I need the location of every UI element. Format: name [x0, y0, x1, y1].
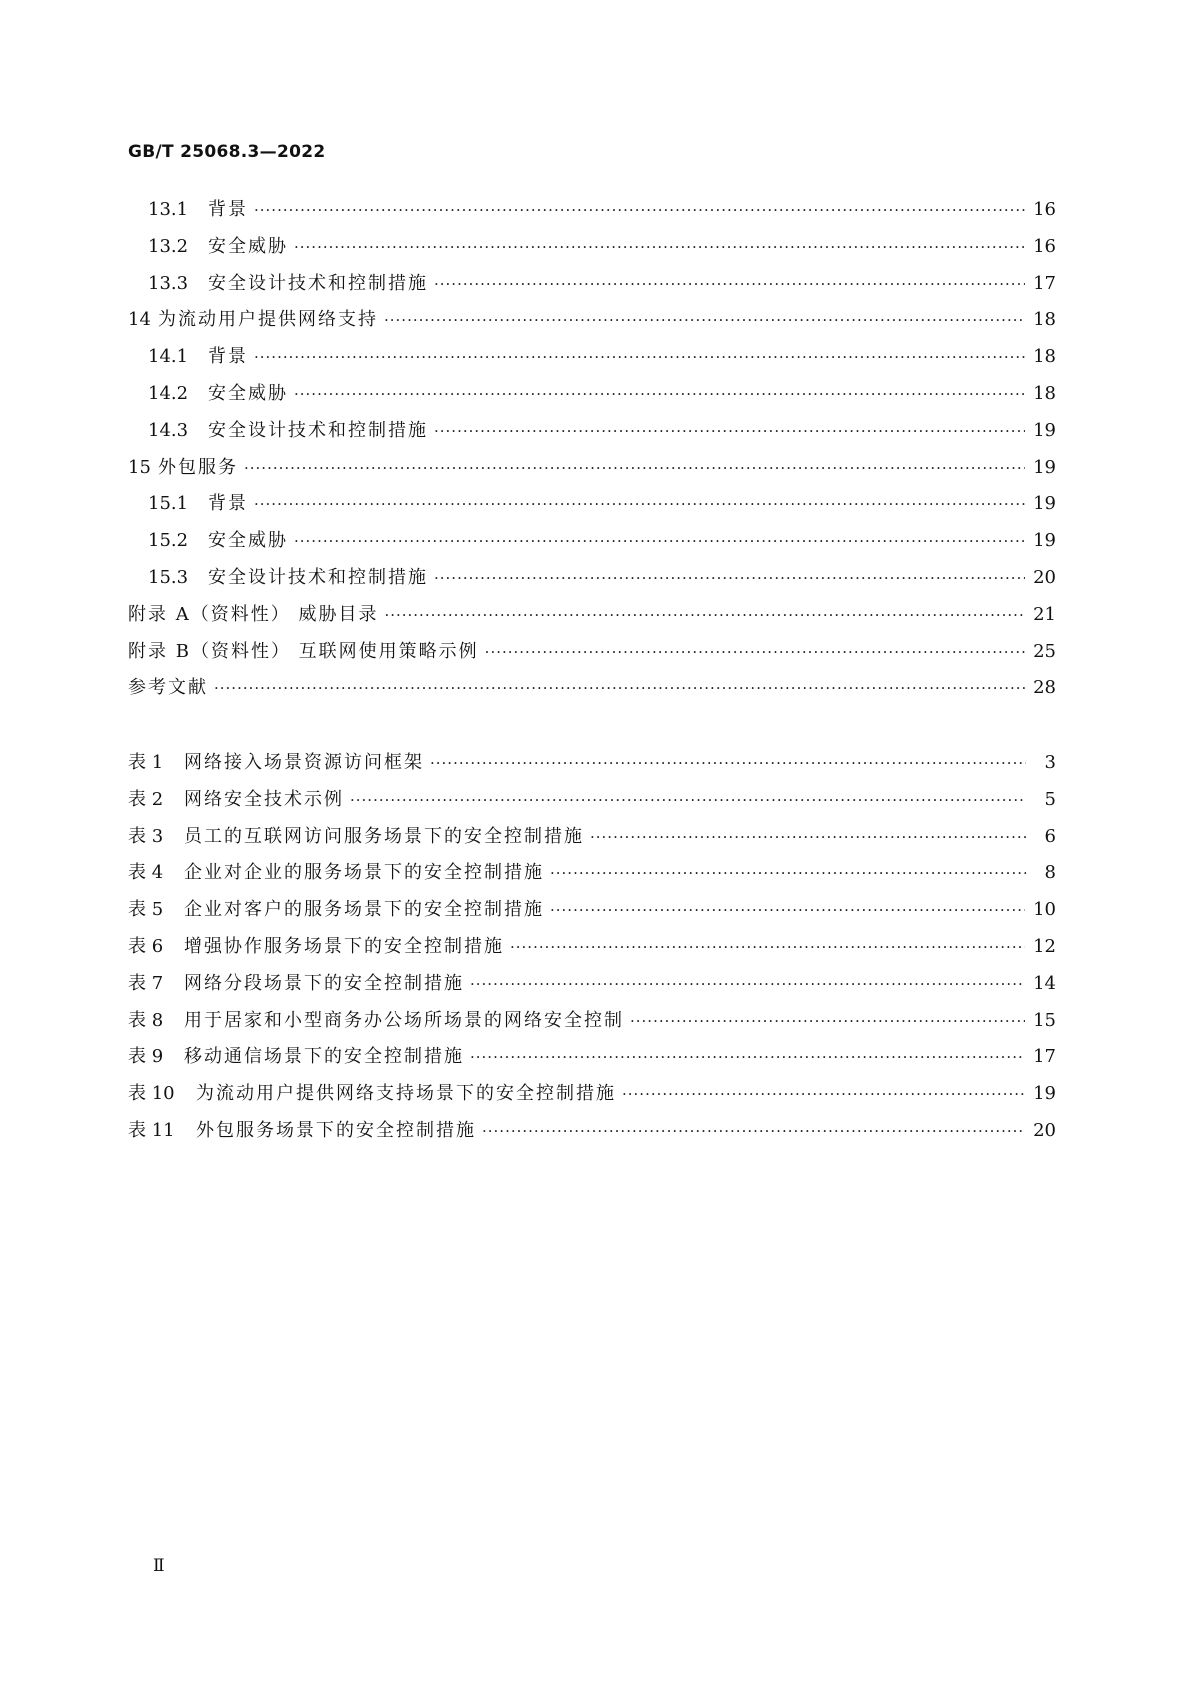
- table-entry-10[interactable]: [128, 1079, 1056, 1116]
- toc-entry-page: 21: [1033, 603, 1056, 625]
- table-entry-title: 增强协作服务场景下的安全控制措施: [184, 935, 504, 957]
- table-entry-page: 15: [1033, 1009, 1056, 1031]
- table-entry-title: 网络分段场景下的安全控制措施: [184, 972, 464, 994]
- toc-entry-number: 14.1: [148, 346, 189, 368]
- toc-entry-page: 16: [1033, 199, 1056, 220]
- toc-entry-14[interactable]: [128, 305, 1056, 342]
- table-entry-number: 表 1: [128, 752, 164, 773]
- table-entry-title: 移动通信场景下的安全控制措施: [184, 1046, 464, 1068]
- toc-entry-page: 16: [1033, 235, 1056, 257]
- toc-entry-title: 背景: [208, 199, 248, 220]
- toc-dot-leader: [470, 975, 1025, 993]
- table-entry-page: 14: [1033, 972, 1056, 994]
- toc-dot-leader: [550, 864, 1026, 882]
- table-entry-number: 表 11: [128, 1119, 175, 1141]
- table-entry-page: 8: [1044, 862, 1056, 884]
- toc-entry-page: 19: [1033, 493, 1056, 515]
- toc-entry-page: 25: [1033, 640, 1056, 662]
- table-entry-title: 用于居家和小型商务办公场所场景的网络安全控制: [184, 1009, 624, 1031]
- table-entry-page: 17: [1033, 1046, 1056, 1068]
- toc-dot-leader: [590, 828, 1026, 846]
- table-entry-number: 表 4: [128, 862, 164, 884]
- table-entry-9[interactable]: [128, 1042, 1056, 1079]
- toc-entry-13-2[interactable]: [128, 232, 1056, 269]
- table-entry-number: 表 8: [128, 1009, 164, 1031]
- table-entry-5[interactable]: [128, 895, 1056, 932]
- toc-entry-15-3[interactable]: [128, 563, 1056, 600]
- table-entry-page: 5: [1044, 788, 1056, 810]
- toc-entry-title: 为流动用户提供网络支持: [158, 309, 378, 331]
- table-entry-2[interactable]: [128, 785, 1056, 822]
- table-entry-1[interactable]: [128, 748, 1056, 785]
- table-entry-8[interactable]: [128, 1006, 1056, 1043]
- toc-entry-number: 15.3: [148, 566, 189, 588]
- toc-dot-leader: [482, 1122, 1025, 1140]
- toc-dot-leader: [430, 754, 1026, 772]
- toc-entry-title: 安全设计技术和控制措施: [208, 419, 428, 441]
- toc-entry-page: 19: [1033, 456, 1056, 478]
- list-of-tables: [128, 748, 1056, 1153]
- toc-entry-page: 18: [1033, 346, 1056, 368]
- toc-dot-leader: [470, 1048, 1025, 1066]
- toc-entry-page: 18: [1033, 382, 1056, 404]
- toc-dot-leader: [254, 348, 1025, 366]
- toc-dot-leader: [434, 422, 1025, 440]
- table-entry-number: 表 10: [128, 1083, 175, 1105]
- toc-entry-title: 安全威胁: [208, 235, 288, 257]
- table-entry-title: 企业对客户的服务场景下的安全控制措施: [184, 899, 544, 921]
- toc-entry-15[interactable]: [128, 453, 1056, 490]
- table-entry-6[interactable]: [128, 932, 1056, 969]
- toc-entry-14-2[interactable]: [128, 379, 1056, 416]
- table-entry-number: 表 9: [128, 1046, 164, 1068]
- table-entry-number: 表 2: [128, 788, 164, 810]
- toc-entry-14-1[interactable]: [128, 342, 1056, 379]
- table-entry-7[interactable]: [128, 969, 1056, 1006]
- toc-entry-number: 15: [128, 456, 151, 478]
- table-of-contents: [128, 195, 1056, 710]
- toc-entry-appendix-a[interactable]: [128, 600, 1056, 637]
- toc-entry-title: 背景: [208, 346, 248, 368]
- toc-entry-page: 28: [1033, 677, 1056, 699]
- toc-entry-number: 13.3: [148, 272, 189, 294]
- toc-entry-page: 17: [1033, 272, 1056, 294]
- table-entry-11[interactable]: [128, 1116, 1056, 1153]
- toc-dot-leader: [254, 201, 1025, 219]
- table-entry-title: 网络安全技术示例: [184, 788, 344, 810]
- toc-entry-title: 安全威胁: [208, 382, 288, 404]
- toc-entry-14-3[interactable]: [128, 416, 1056, 453]
- toc-entry-title: 外包服务: [158, 456, 238, 478]
- table-entry-page: 3: [1044, 752, 1056, 773]
- toc-entry-title: 安全威胁: [208, 530, 288, 552]
- toc-dot-leader: [510, 938, 1025, 956]
- toc-entry-number: 15.1: [148, 493, 189, 515]
- table-entry-title: 企业对企业的服务场景下的安全控制措施: [184, 862, 544, 884]
- toc-dot-leader: [434, 275, 1025, 293]
- toc-dot-leader: [214, 679, 1025, 697]
- toc-dot-leader: [254, 495, 1025, 513]
- table-entry-title: 员工的互联网访问服务场景下的安全控制措施: [184, 825, 584, 847]
- table-entry-3[interactable]: [128, 822, 1056, 859]
- toc-entry-title: 附录 A（资料性） 威胁目录: [128, 603, 379, 625]
- table-entry-page: 6: [1044, 825, 1056, 847]
- table-entry-number: 表 3: [128, 825, 164, 847]
- toc-entry-references[interactable]: [128, 673, 1056, 710]
- toc-entry-page: 19: [1033, 419, 1056, 441]
- toc-entry-title: 附录 B（资料性） 互联网使用策略示例: [128, 640, 479, 662]
- toc-entry-13-1[interactable]: [128, 195, 1056, 232]
- toc-entry-page: 19: [1033, 530, 1056, 552]
- toc-entry-page: 18: [1033, 309, 1056, 331]
- toc-entry-number: 14.2: [148, 382, 189, 404]
- table-entry-page: 19: [1033, 1083, 1056, 1105]
- toc-entry-title: 参考文献: [128, 677, 208, 699]
- table-entry-4[interactable]: [128, 858, 1056, 895]
- toc-dot-leader: [384, 311, 1025, 329]
- toc-entry-15-2[interactable]: [128, 526, 1056, 563]
- toc-entry-number: 15.2: [148, 530, 189, 552]
- toc-dot-leader: [485, 643, 1025, 661]
- table-entry-title: 网络接入场景资源访问框架: [184, 752, 424, 773]
- toc-dot-leader: [630, 1012, 1025, 1030]
- toc-entry-title: 安全设计技术和控制措施: [208, 272, 428, 294]
- toc-dot-leader: [294, 532, 1025, 550]
- table-entry-page: 20: [1033, 1119, 1056, 1141]
- toc-entry-15-1[interactable]: [128, 489, 1056, 526]
- page-number: Ⅱ: [153, 1556, 165, 1576]
- toc-entry-title: 安全设计技术和控制措施: [208, 566, 428, 588]
- toc-dot-leader: [244, 459, 1025, 477]
- table-entry-number: 表 5: [128, 899, 164, 921]
- table-entry-page: 12: [1033, 935, 1056, 957]
- toc-dot-leader: [434, 569, 1025, 587]
- toc-dot-leader: [384, 606, 1025, 624]
- toc-entry-title: 背景: [208, 493, 248, 515]
- toc-dot-leader: [350, 791, 1026, 809]
- table-entry-title: 外包服务场景下的安全控制措施: [196, 1119, 476, 1141]
- toc-entry-number: 14: [128, 309, 151, 331]
- table-entry-number: 表 7: [128, 972, 164, 994]
- toc-entry-number: 14.3: [148, 419, 189, 441]
- toc-entry-13-3[interactable]: [128, 269, 1056, 306]
- toc-entry-number: 13.2: [148, 235, 189, 257]
- standard-code-header: GB/T 25068.3—2022: [128, 142, 326, 162]
- toc-dot-leader: [294, 385, 1025, 403]
- toc-dot-leader: [294, 238, 1025, 256]
- toc-dot-leader: [622, 1085, 1025, 1103]
- table-entry-number: 表 6: [128, 935, 164, 957]
- toc-entry-page: 20: [1033, 566, 1056, 588]
- toc-entry-number: 13.1: [148, 199, 189, 220]
- table-entry-title: 为流动用户提供网络支持场景下的安全控制措施: [196, 1083, 616, 1105]
- table-entry-page: 10: [1033, 899, 1056, 921]
- toc-entry-appendix-b[interactable]: [128, 637, 1056, 674]
- toc-dot-leader: [550, 901, 1025, 919]
